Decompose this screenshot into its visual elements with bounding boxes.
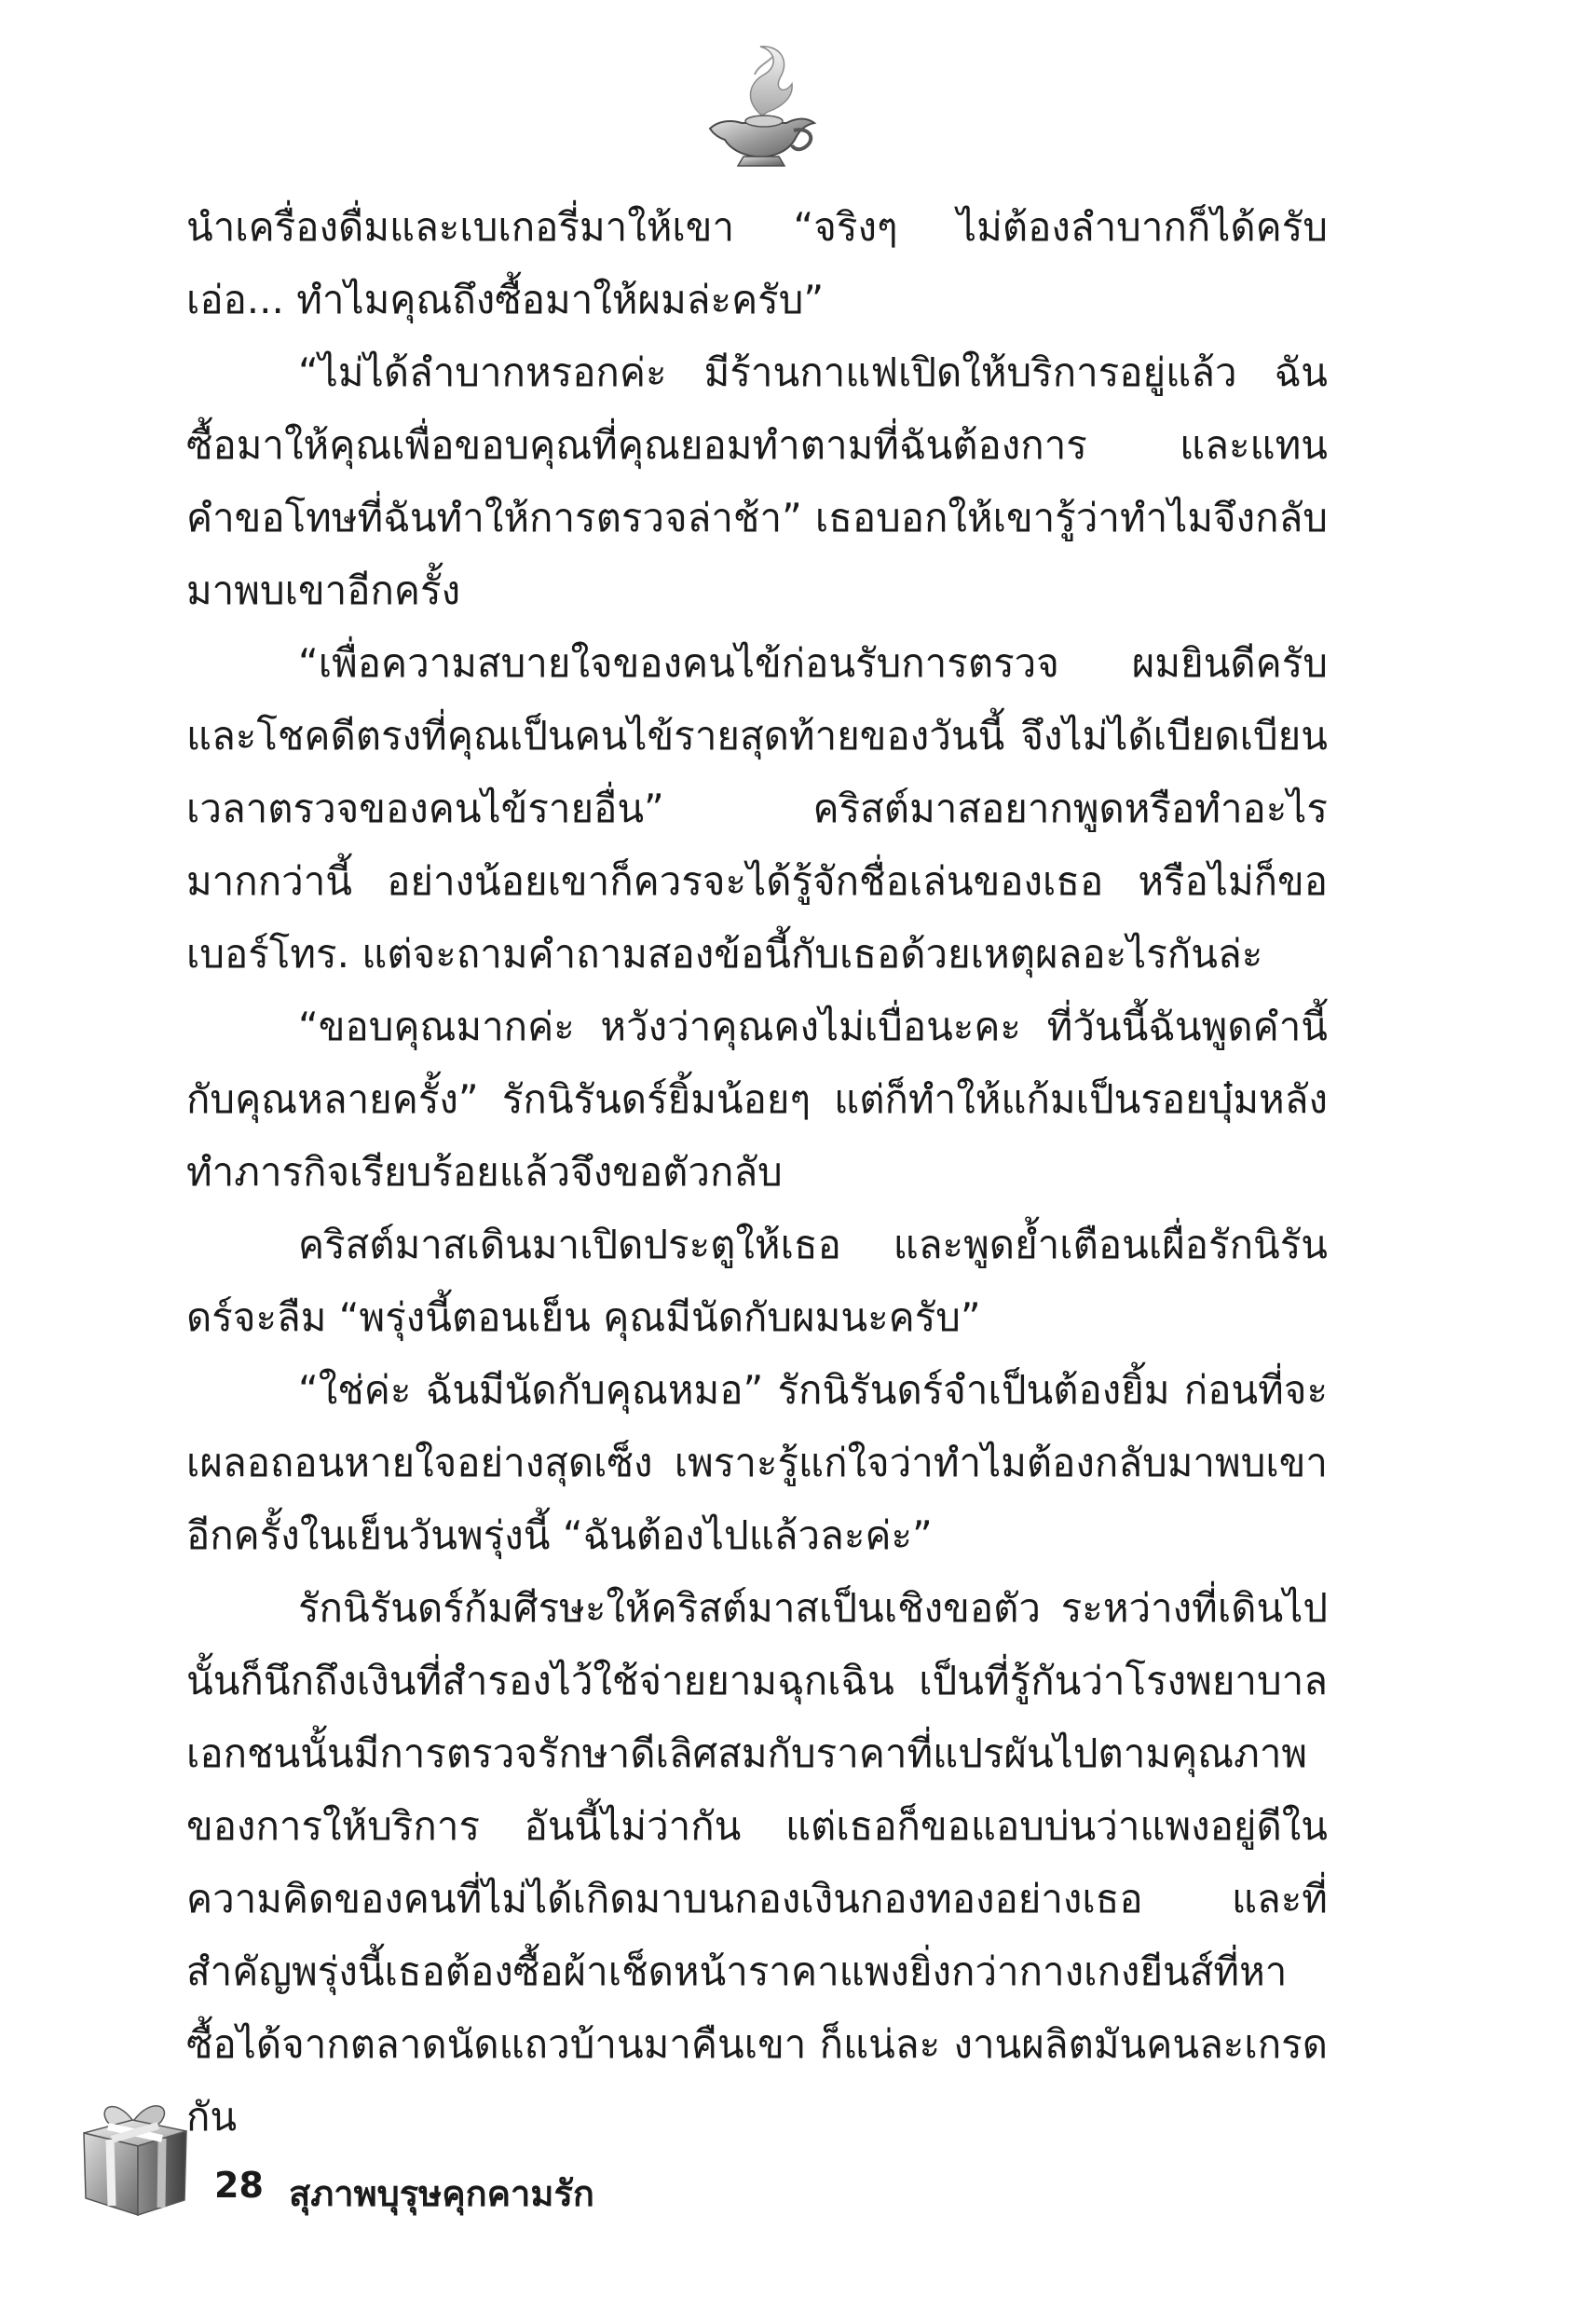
paragraph: นำเครื่องดื่มและเบเกอรี่มาให้เขา “จริงๆ ไม่ต้องลำบากก็ได้ครับ เอ่อ... ทำไมคุณถึงซื้อมาให้ผมล่ะครับ” xyxy=(186,204,1328,322)
paragraph: คริสต์มาสเดินมาเปิดประตูให้เธอ และพูดย้ำเตือนเผื่อรักนิรันดร์จะลืม “พรุ่งนี้ตอนเย็น คุณมีนัดกับผมนะครับ” xyxy=(186,1222,1328,1340)
paragraph: “ขอบคุณมากค่ะ หวังว่าคุณคงไม่เบื่อนะคะ ที่วันนี้ฉันพูดคำนี้กับคุณหลายครั้ง” รักนิรันดร์ยิ้มน้อยๆ แต่ก็ทำให้แก้มเป็นรอยบุ๋มหลังทำภารกิจเรียบร้อยแล้วจึงขอตัวกลับ xyxy=(186,1004,1328,1195)
page-number: 28 xyxy=(214,2165,264,2206)
paragraph: “ไม่ได้ลำบากหรอกค่ะ มีร้านกาแฟเปิดให้บริการอยู่แล้ว ฉันซื้อมาให้คุณเพื่อขอบคุณที่คุณยอมทำตามที่ฉันต้องการ และแทนคำขอโทษที่ฉันทำให้การตรวจล่าช้า” เธอบอกให้เขารู้ว่าทำไมจึงกลับมาพบเขาอีกครั้ง xyxy=(186,349,1328,613)
paragraph: “ใช่ค่ะ ฉันมีนัดกับคุณหมอ” รักนิรันดร์จำเป็นต้องยิ้ม ก่อนที่จะเผลอถอนหายใจอย่างสุดเซ็ง เพราะรู้แก่ใจว่าทำไมต้องกลับมาพบเขาอีกครั้งในเย็นวันพรุ่งนี้ “ฉันต้องไปแล้วละค่ะ” xyxy=(186,1367,1328,1558)
paragraph: รักนิรันดร์ก้มศีรษะให้คริสต์มาสเป็นเชิงขอตัว ระหว่างที่เดินไปนั้นก็นึกถึงเงินที่สำรองไว้ใช้จ่ายยามฉุกเฉิน เป็นที่รู้กันว่าโรงพยาบาลเอกชนนั้นมีการตรวจรักษาดีเลิศสมกับราคาที่แปรผันไปตามคุณภาพของการให้บริการ อันนี้ไม่ว่ากัน แต่เธอก็ขอแอบบ่นว่าแพงอยู่ดีในความคิดของคนที่ไม่ได้เกิดมาบนกองเงินกองทองอย่างเธอ และที่สำคัญพรุ่งนี้เธอต้องซื้อผ้าเช็ดหน้าราคาแพงยิ่งกว่ากางเกงยีนส์ที่หาซื้อได้จากตลาดนัดแถวบ้านมาคืนเขา ก็แน่ละ งานผลิตมันคนละเกรดกัน xyxy=(186,1585,1328,2140)
page-footer xyxy=(75,2092,913,2232)
body-text xyxy=(186,191,1328,2154)
magic-lamp-icon xyxy=(689,37,829,177)
paragraph: “เพื่อความสบายใจของคนไข้ก่อนรับการตรวจ ผมยินดีครับ และโชคดีตรงที่คุณเป็นคนไข้รายสุดท้ายของวันนี้ จึงไม่ได้เบียดเบียนเวลาตรวจของคนไข้รายอื่น” คริสต์มาสอยากพูดหรือทำอะไรมากกว่านี้ อย่างน้อยเขาก็ควรจะได้รู้จักชื่อเล่นของเธอ หรือไม่ก็ขอเบอร์โทร. แต่จะถามคำถามสองข้อนี้กับเธอด้วยเหตุผลอะไรกันล่ะ xyxy=(186,640,1328,977)
book-title: สุภาพบุรุษคุกคามรัก xyxy=(289,2173,594,2214)
gift-box-icon xyxy=(75,2092,196,2222)
